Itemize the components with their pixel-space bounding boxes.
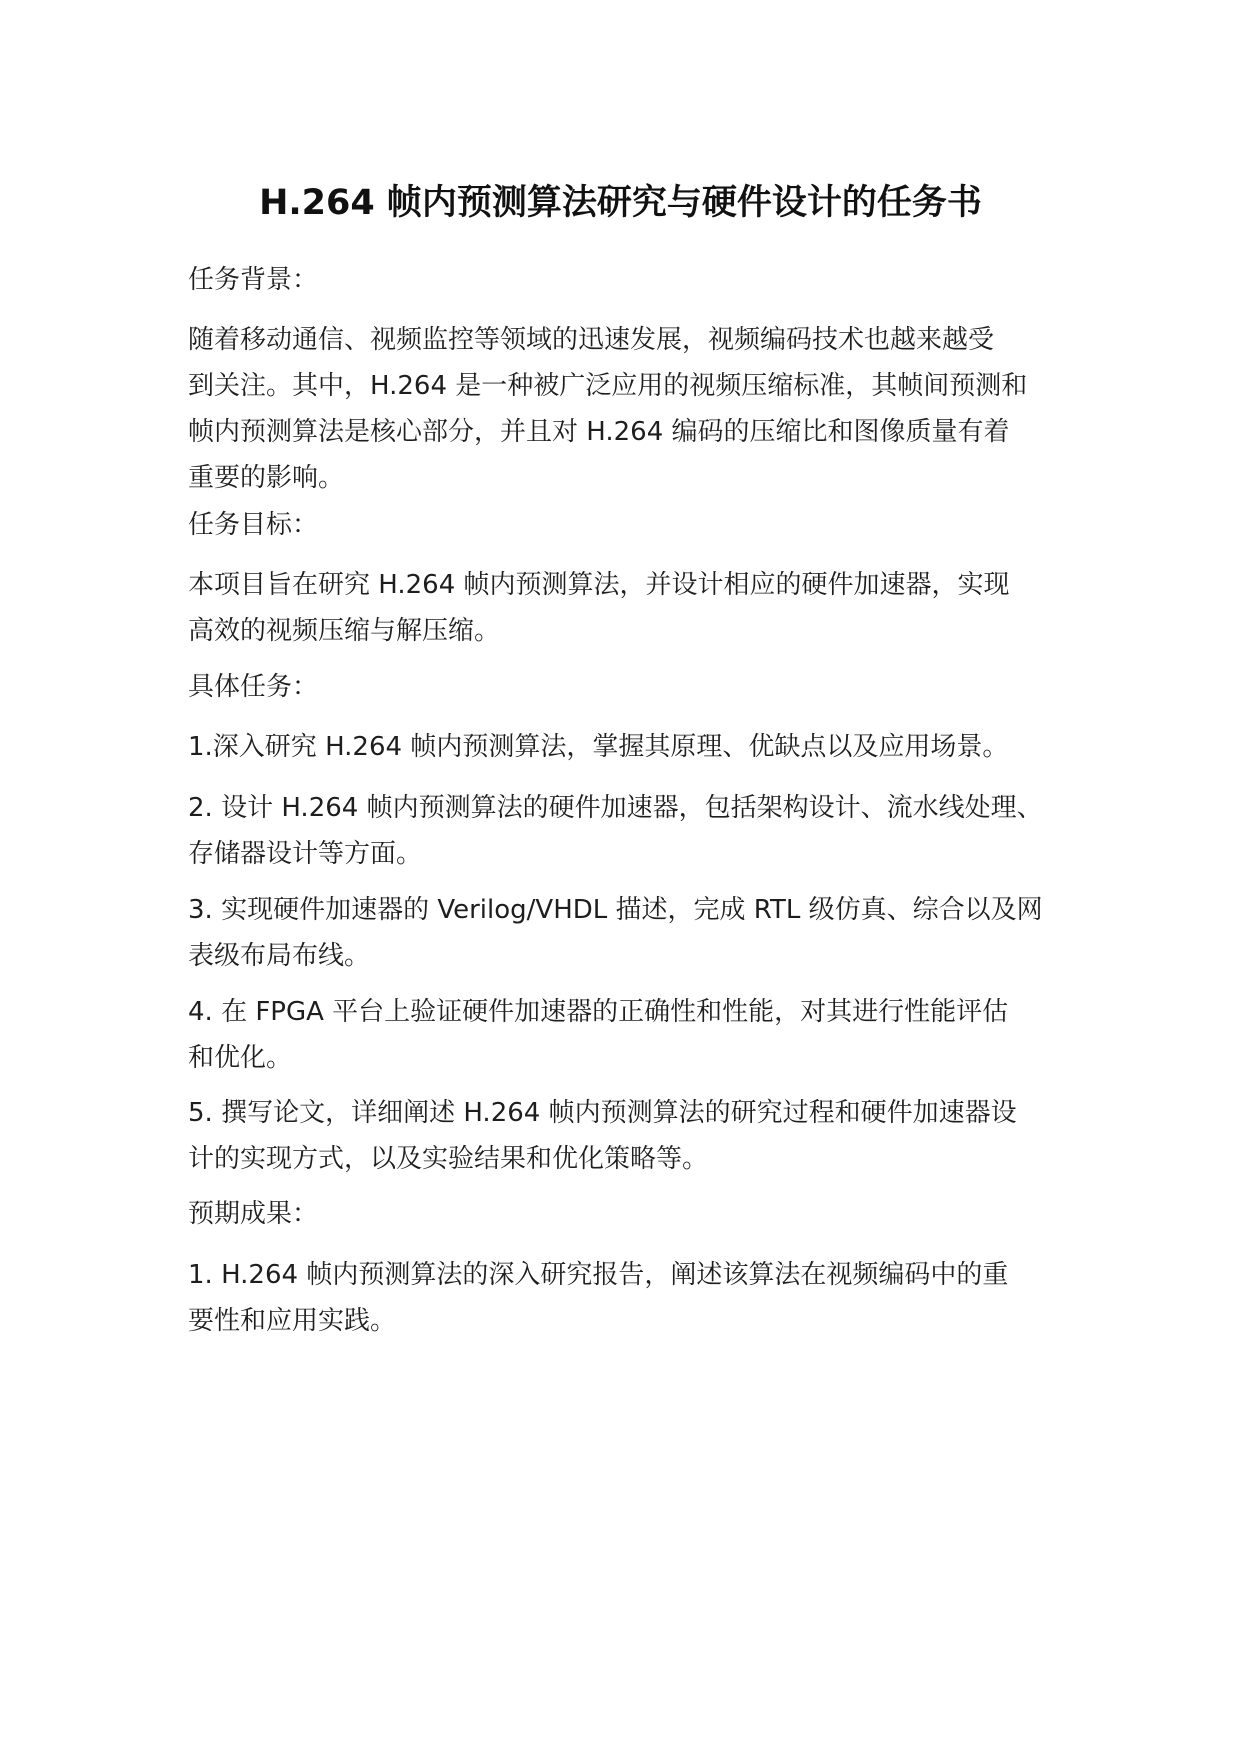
text-line: 4. 在 FPGA 平台上验证硬件加速器的正确性和性能，对其进行性能评估 — [188, 997, 1009, 1027]
text-line: 2. 设计 H.264 帧内预测算法的硬件加速器，包括架构设计、流水线处理、 — [188, 793, 1043, 823]
text-line: 要性和应用实践。 — [188, 1306, 397, 1336]
heading-task-goal — [188, 502, 1068, 548]
task-item-5 — [188, 1090, 1068, 1182]
text-line: 3. 实现硬件加速器的 Verilog/VHDL 描述，完成 RTL 级仿真、综合以及网 — [188, 895, 1043, 925]
result-item-1 — [188, 1252, 1068, 1344]
task-item-4 — [188, 989, 1068, 1081]
document-title: H.264 帧内预测算法研究与硬件设计的任务书 — [259, 183, 982, 223]
text-line: 高效的视频压缩与解压缩。 — [188, 616, 501, 646]
text-line: 重要的影响。 — [188, 463, 345, 493]
text-line: 任务背景： — [188, 265, 319, 295]
text-line: 到关注。其中，H.264 是一种被广泛应用的视频压缩标准，其帧间预测和 — [188, 371, 1028, 401]
text-line: 1.深入研究 H.264 帧内预测算法，掌握其原理、优缺点以及应用场景。 — [188, 732, 1009, 762]
text-line: 和优化。 — [188, 1043, 293, 1073]
task-item-3 — [188, 887, 1068, 979]
text-line: 本项目旨在研究 H.264 帧内预测算法，并设计相应的硬件加速器，实现 — [188, 570, 1010, 600]
task-item-1 — [188, 724, 1068, 770]
paragraph-background — [188, 317, 1068, 501]
heading-task-background — [188, 257, 1068, 303]
text-line: 1. H.264 帧内预测算法的深入研究报告，阐述该算法在视频编码中的重 — [188, 1260, 1009, 1290]
task-item-2 — [188, 785, 1068, 877]
text-line: 5. 撰写论文，详细阐述 H.264 帧内预测算法的研究过程和硬件加速器设 — [188, 1098, 1017, 1128]
text-line: 具体任务： — [188, 672, 319, 702]
text-line: 计的实现方式，以及实验结果和优化策略等。 — [188, 1144, 709, 1174]
text-line: 预期成果： — [188, 1199, 319, 1229]
heading-specific-tasks — [188, 664, 1068, 710]
text-line: 存储器设计等方面。 — [188, 839, 423, 869]
text-line: 任务目标： — [188, 510, 319, 540]
heading-expected-results — [188, 1191, 1068, 1237]
text-line: 随着移动通信、视频监控等领域的迅速发展，视频编码技术也越来越受 — [188, 325, 995, 355]
paragraph-goal — [188, 562, 1068, 654]
text-line: 表级布局布线。 — [188, 941, 371, 971]
text-line: 帧内预测算法是核心部分，并且对 H.264 编码的压缩比和图像质量有着 — [188, 417, 1010, 447]
